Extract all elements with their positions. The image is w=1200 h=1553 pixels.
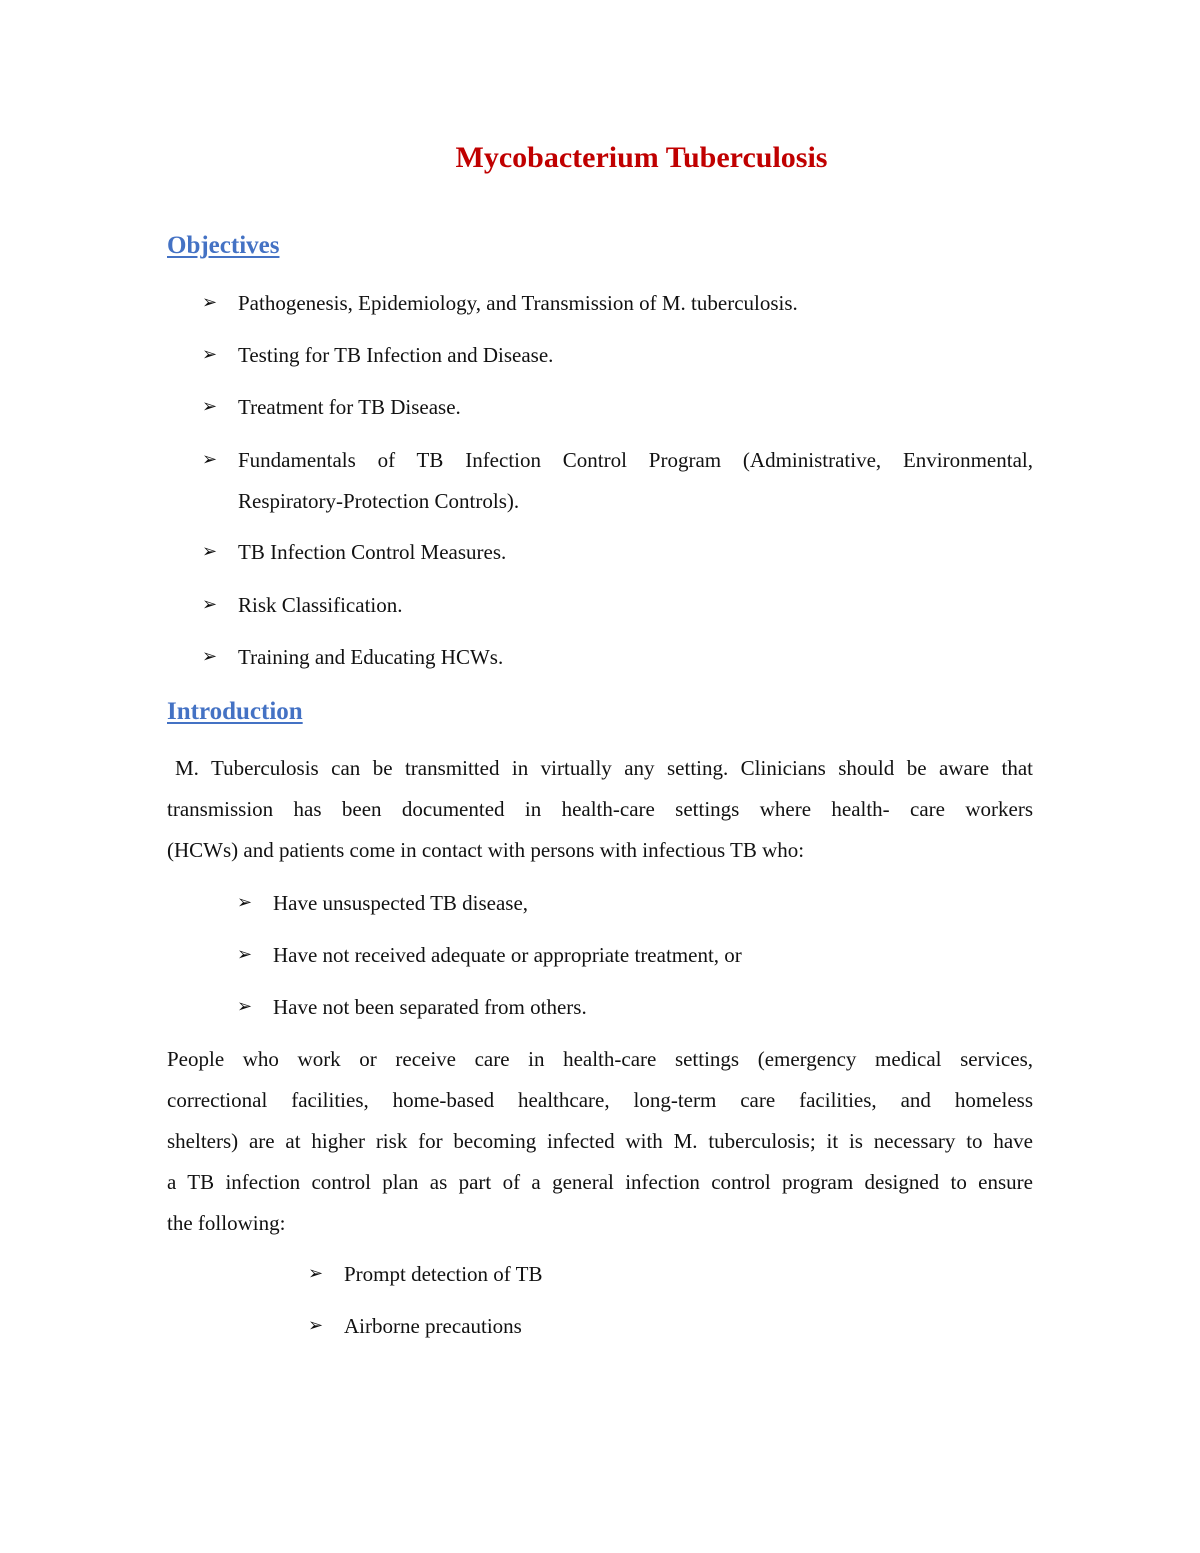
arrow-bullet-icon: ➢ — [202, 646, 218, 667]
arrow-bullet-icon: ➢ — [237, 996, 253, 1017]
arrow-bullet-icon: ➢ — [202, 594, 218, 615]
objective-text-line: Fundamentals of TB Infection Control Program (Administrative, Environmental, — [238, 448, 1033, 472]
intro-paragraph-1 — [167, 748, 1033, 871]
plan-text: Airborne precautions — [344, 1314, 522, 1338]
document-title: Mycobacterium Tuberculosis — [455, 141, 828, 174]
arrow-bullet-icon: ➢ — [202, 541, 218, 562]
objective-text: Pathogenesis, Epidemiology, and Transmission of M. tuberculosis. — [238, 291, 798, 315]
paragraph-line: correctional facilities, home-based healthcare, long-term care facilities, and homeless — [167, 1088, 1033, 1112]
arrow-bullet-icon: ➢ — [308, 1315, 324, 1336]
arrow-bullet-icon: ➢ — [202, 396, 218, 417]
arrow-bullet-icon: ➢ — [308, 1263, 324, 1284]
paragraph-line: the following: — [167, 1211, 286, 1235]
paragraph-line: shelters) are at higher risk for becoming infected with M. tuberculosis; it is necessary to have — [167, 1129, 1033, 1153]
arrow-bullet-icon: ➢ — [237, 892, 253, 913]
arrow-bullet-icon: ➢ — [237, 944, 253, 965]
arrow-bullet-icon: ➢ — [202, 344, 218, 365]
condition-text: Have not received adequate or appropriate treatment, or — [273, 943, 742, 967]
objective-item-multiline — [238, 440, 1033, 522]
objective-text: Risk Classification. — [238, 593, 403, 617]
objective-text: Testing for TB Infection and Disease. — [238, 343, 554, 367]
objectives-heading: Objectives — [167, 232, 280, 259]
plan-text: Prompt detection of TB — [344, 1262, 543, 1286]
condition-text: Have not been separated from others. — [273, 995, 587, 1019]
paragraph-line: a TB infection control plan as part of a general infection control program designed to ensure — [167, 1170, 1033, 1194]
introduction-heading: Introduction — [167, 698, 303, 725]
arrow-bullet-icon: ➢ — [202, 449, 218, 470]
intro-paragraph-2 — [167, 1039, 1033, 1244]
paragraph-line: (HCWs) and patients come in contact with persons with infectious TB who: — [167, 838, 805, 862]
condition-text: Have unsuspected TB disease, — [273, 891, 529, 915]
objective-text: TB Infection Control Measures. — [238, 540, 507, 564]
objective-text-line: Respiratory-Protection Controls). — [238, 489, 520, 513]
arrow-bullet-icon: ➢ — [202, 292, 218, 313]
paragraph-line: M. Tuberculosis can be transmitted in virtually any setting. Clinicians should be aware that — [175, 756, 1033, 780]
paragraph-line: People who work or receive care in health-care settings (emergency medical services, — [167, 1047, 1033, 1071]
objective-text: Training and Educating HCWs. — [238, 645, 504, 669]
paragraph-line: transmission has been documented in health-care settings where health- care workers — [167, 797, 1033, 821]
objective-text: Treatment for TB Disease. — [238, 395, 461, 419]
